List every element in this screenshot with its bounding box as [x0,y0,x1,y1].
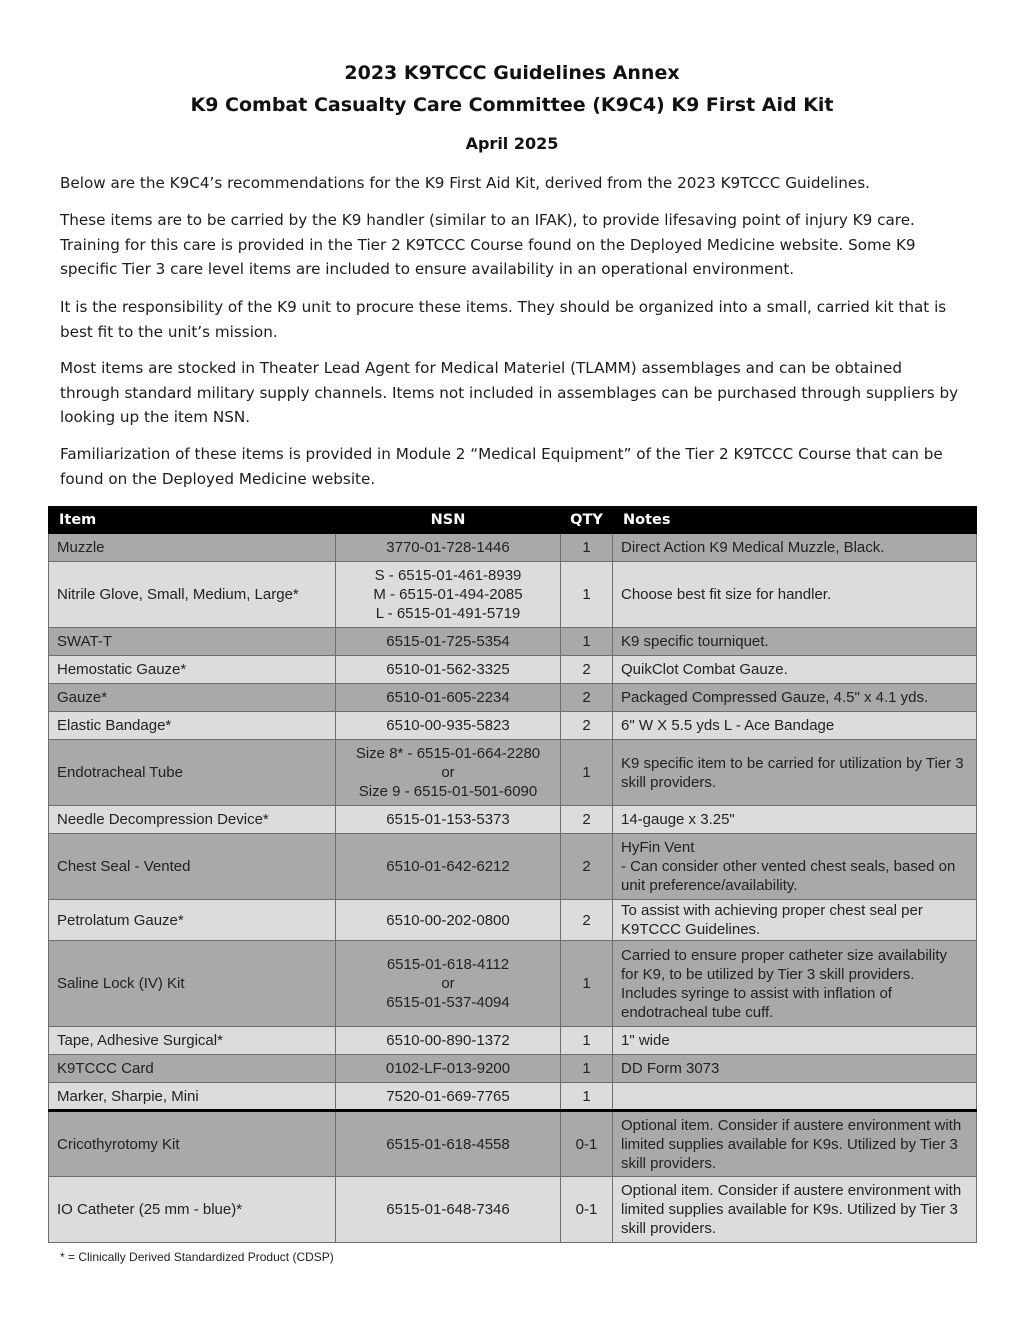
table-row [49,656,977,684]
item-cell: Nitrile Glove, Small, Medium, Large* [49,562,336,628]
table-row [49,1083,977,1111]
nsn-cell [336,1027,561,1055]
notes-cell [613,712,977,740]
table-row [49,684,977,712]
qty-cell: 1 [561,534,613,562]
column-header-nsn: NSN [336,507,561,534]
table-row [49,806,977,834]
footnote: * = Clinically Derived Standardized Product (CDSP) [60,1250,334,1264]
column-header-notes: Notes [613,507,977,534]
notes-cell [613,684,977,712]
qty-cell: 1 [561,1083,613,1111]
nsn-cell [336,1055,561,1083]
column-header-qty: QTY [561,507,613,534]
notes-line: To assist with achieving proper chest seal per K9TCCC Guidelines. [621,902,923,938]
document-subtitle: K9 Combat Casualty Care Committee (K9C4) K9 First Aid Kit [190,94,834,116]
notes-cell [613,1055,977,1083]
nsn-line: or [441,975,455,992]
nsn-line: M - 6515-01-494-2085 [373,586,523,603]
notes-cell [613,628,977,656]
nsn-line: 6515-01-537-4094 [386,994,510,1011]
nsn-cell [336,628,561,656]
document-title: 2023 K9TCCC Guidelines Annex [344,62,680,84]
first-aid-kit-table [48,506,977,1243]
nsn-line: 7520-01-669-7765 [386,1087,510,1105]
intro-paragraph: Below are the K9C4’s recommendations for the K9 First Aid Kit, derived from the 2023 K9TCCC Guidelines. [60,174,870,192]
item-cell: K9TCCC Card [49,1055,336,1083]
nsn-line: 6515-01-618-4112 [386,956,510,973]
notes-line: QuikClot Combat Gauze. [621,661,788,678]
nsn-line: 6515-01-153-5373 [386,811,510,828]
notes-line: - Can consider other vented chest seals, based on unit preference/availability. [621,858,956,894]
nsn-line: 6515-01-725-5354 [386,633,510,650]
nsn-cell [336,834,561,900]
item-cell: Gauze* [49,684,336,712]
notes-cell [613,941,977,1027]
notes-line: 6" W X 5.5 yds L - Ace Bandage [621,717,835,734]
table-body [49,534,977,1243]
notes-cell [613,900,977,941]
notes-cell [613,806,977,834]
nsn-line: 6510-01-562-3325 [386,661,510,678]
nsn-line: 6515-01-648-7346 [386,1201,510,1218]
table-row [49,834,977,900]
table-row [49,900,977,941]
intro-paragraph: Familiarization of these items is provided in Module 2 “Medical Equipment” of the Tier 2 K9TCCC Course that can be found on the Deployed Medicine website. [60,445,943,488]
item-cell: Needle Decompression Device* [49,806,336,834]
table-row [49,1111,977,1177]
notes-cell [613,1177,977,1243]
nsn-cell [336,900,561,941]
item-cell: IO Catheter (25 mm - blue)* [49,1177,336,1243]
nsn-cell [336,806,561,834]
notes-cell [613,562,977,628]
notes-cell [613,834,977,900]
notes-line: Packaged Compressed Gauze, 4.5" x 4.1 yds. [621,689,929,706]
column-header-item: Item [49,507,336,534]
nsn-line: S - 6515-01-461-8939 [374,567,522,584]
table-row [49,740,977,806]
qty-cell: 1 [561,740,613,806]
table-row [49,712,977,740]
nsn-cell [336,941,561,1027]
nsn-cell [336,1083,561,1111]
nsn-cell [336,740,561,806]
notes-line: Optional item. Consider if austere environment with limited supplies available for K9s. Utilized by Tier 3 skill providers. [621,1182,962,1237]
qty-cell: 0-1 [561,1177,613,1243]
qty-cell: 1 [561,1027,613,1055]
qty-cell: 1 [561,941,613,1027]
intro-paragraph: Most items are stocked in Theater Lead Agent for Medical Materiel (TLAMM) assemblages and can be obtained through standard military supply channels. Items not included in assemblages can be purchased through suppliers by looking up the item NSN. [60,359,959,426]
notes-line: HyFin Vent [621,839,695,856]
item-cell: Marker, Sharpie, Mini [49,1083,336,1111]
nsn-cell [336,656,561,684]
nsn-cell [336,562,561,628]
nsn-line: 6515-01-618-4558 [386,1135,510,1153]
notes-line: Direct Action K9 Medical Muzzle, Black. [621,539,885,556]
notes-line: 1" wide [621,1032,670,1049]
table-row [49,628,977,656]
nsn-line: 6510-00-890-1372 [386,1032,510,1049]
notes-line: K9 specific tourniquet. [621,633,769,650]
qty-cell: 2 [561,900,613,941]
table-row [49,1055,977,1083]
notes-cell [613,1083,977,1111]
notes-line: K9 specific item to be carried for utilization by Tier 3 skill providers. [621,754,964,791]
nsn-cell [336,1177,561,1243]
nsn-cell [336,534,561,562]
table-row [49,1177,977,1243]
qty-cell: 1 [561,1055,613,1083]
nsn-line: 3770-01-728-1446 [386,539,510,556]
qty-cell: 2 [561,712,613,740]
notes-cell [613,740,977,806]
qty-cell: 2 [561,806,613,834]
nsn-line: 6510-00-935-5823 [386,717,510,734]
table-header-row [49,507,977,534]
item-cell: Cricothyrotomy Kit [49,1111,336,1177]
nsn-cell [336,712,561,740]
nsn-line: or [441,764,455,781]
qty-cell: 1 [561,628,613,656]
document-date: April 2025 [465,134,559,153]
notes-line: Choose best fit size for handler. [621,586,832,603]
item-cell: Endotracheal Tube [49,740,336,806]
qty-cell: 0-1 [561,1111,613,1177]
item-cell: Hemostatic Gauze* [49,656,336,684]
table-row [49,941,977,1027]
table-row [49,562,977,628]
item-cell: Elastic Bandage* [49,712,336,740]
nsn-line: 6510-01-642-6212 [386,858,510,875]
nsn-cell [336,684,561,712]
intro-paragraph: These items are to be carried by the K9 handler (similar to an IFAK), to provide lifesaving point of injury K9 care. Training for this care is provided in the Tier 2 K9TCCC Course found on the Deployed Medicine website. Some K9 specific Tier 3 care level items are included to ensure availability in an operational environment. [60,211,916,278]
item-cell: Tape, Adhesive Surgical* [49,1027,336,1055]
table-row [49,1027,977,1055]
nsn-line: 6510-00-202-0800 [386,911,510,929]
qty-cell: 1 [561,562,613,628]
notes-cell [613,656,977,684]
item-cell: SWAT-T [49,628,336,656]
nsn-line: Size 8* - 6515-01-664-2280 [355,745,541,762]
nsn-line: 6510-01-605-2234 [386,689,510,706]
notes-line: Carried to ensure proper catheter size availability for K9, to be utilized by Tier 3 skill providers. Includes syringe to assist with inflation of endotracheal tube cuff. [621,946,947,1021]
table-row [49,534,977,562]
notes-line: 14-gauge x 3.25" [621,811,735,828]
notes-cell [613,1111,977,1177]
qty-cell: 2 [561,684,613,712]
notes-line: Optional item. Consider if austere environment with limited supplies available for K9s. Utilized by Tier 3 skill providers. [621,1116,962,1172]
nsn-line: L - 6515-01-491-5719 [375,605,521,622]
notes-line: DD Form 3073 [621,1060,720,1077]
nsn-line: Size 9 - 6515-01-501-6090 [358,783,538,800]
item-cell: Petrolatum Gauze* [49,900,336,941]
notes-cell [613,1027,977,1055]
intro-paragraph: It is the responsibility of the K9 unit to procure these items. They should be organized into a small, carried kit that is best fit to the unit’s mission. [60,298,947,341]
item-cell: Chest Seal - Vented [49,834,336,900]
qty-cell: 2 [561,834,613,900]
item-cell: Saline Lock (IV) Kit [49,941,336,1027]
notes-cell [613,534,977,562]
nsn-line: 0102-LF-013-9200 [385,1060,511,1077]
qty-cell: 2 [561,656,613,684]
item-cell: Muzzle [49,534,336,562]
nsn-cell [336,1111,561,1177]
